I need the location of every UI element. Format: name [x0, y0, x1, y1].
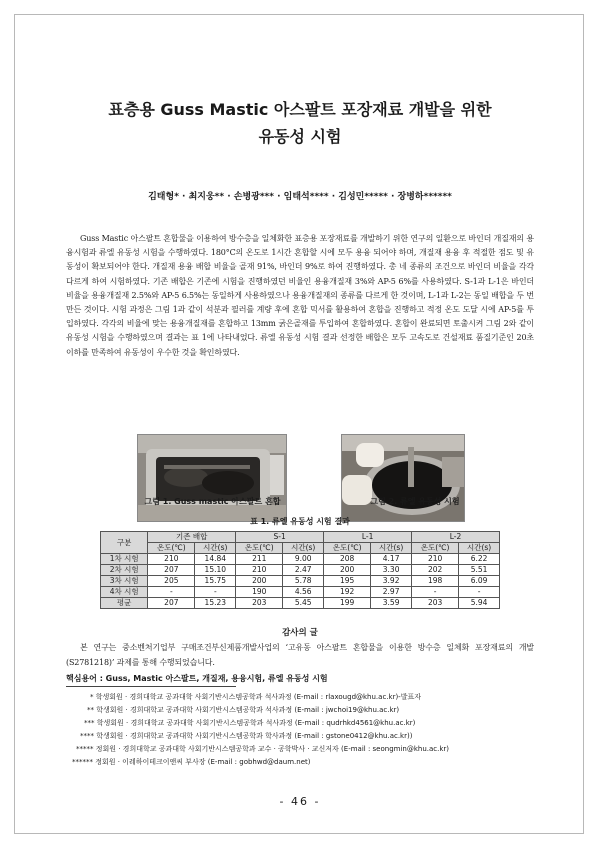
table-cell: 200	[236, 576, 283, 587]
table-row	[101, 565, 500, 576]
table-1-caption: 표 1. 류엘 유동성 시험 결과	[250, 517, 350, 526]
table-cell: 5.45	[283, 598, 324, 609]
figure-1-caption: 그림 1. Guss mastic 아스팔트 혼합	[144, 497, 281, 506]
table-cell: -	[459, 587, 500, 598]
table-group-header-row	[101, 532, 500, 543]
table-cell: 14.84	[195, 554, 236, 565]
table-subheader: 시간(s)	[459, 543, 500, 554]
table-cell: 198	[412, 576, 459, 587]
table-cell: 5.94	[459, 598, 500, 609]
table-cell: -	[195, 587, 236, 598]
keywords: 핵심용어 : Guss, Mastic 아스팔트, 개질재, 용융시험, 류엘 유동성 시험	[66, 674, 328, 683]
paper-title-line2: 유동성 시험	[258, 127, 342, 146]
table-row-label: 3차 시험	[101, 576, 148, 587]
table-cell: 210	[148, 554, 195, 565]
footnote-divider	[66, 686, 236, 687]
abstract-paragraph: Guss Mastic 아스팔트 혼합물을 이용하여 방수층을 일체화한 표층용 포장재료를 개발하기 위한 연구의 일환으로 바인더 개질재의 용융시험과 류엘 유동성 시험을 수행하였다. 180°C의 온도로 1시간 혼합할 시에 모두 용융 되어야 하며, 개질재 용융 후 적절한 점도 및 유동성이 확보되어야 한다. 개질재 용융 배합 비율을 골재 91%, 바인더 9%로 하여 진행하였다. 총 네 종류의 조건으로 바인더 비율을 각각 다르게 하여 시험하였다. 기존 배합은 기존에 시험을 진행하였던 비율인 용융개질재 3%와 AP-5 6%를 사용하였다. S-1과 L-1은 바인더 비율을 용융개질재 2.5%와 AP-5 6.5%는 동일하게 사용하였으나 용융개질재의 종류를 다르게 한 것이며, L-1과 L-2는 동일 배합을 두 번 만든 것이다. 시험 과정은 그림 1과 같이 석분과 필러를 계량 후에 혼합 믹서를 활용하여 혼합을 진행하고 적정 온도 도달 시에 AP-5를 투입하였다. 각각의 비율에 맞는 용융개질재를 혼합하고 13mm 굵은골재를 투입하여 혼합하였다. 혼합이 완료되면 토출시켜 그림 2와 같이 유동성 시험을 수행하였으며 결과는 표 1에 나타내었다. 류엘 유동성 시험 결과 선정한 배합은 모두 고속도로 건설재료 품질기준인 20초 이하를 만족하여 유동성이 우수한 것을 확인하였다.	[66, 234, 534, 357]
table-cell: 202	[412, 565, 459, 576]
table-group-header: L-2	[412, 532, 500, 543]
table-cell: 210	[412, 554, 459, 565]
table-cell: 4.17	[371, 554, 412, 565]
acknowledgement-body: 본 연구는 중소벤처기업부 구매조건부신제품개발사업의 ‘고유동 아스팔트 혼합물을 이용한 방수층 일체화 포장재료의 개발(S2781218)’ 과제를 통해 수행되었습니다.	[66, 643, 534, 667]
table-cell: 192	[324, 587, 371, 598]
table-cell: 2.97	[371, 587, 412, 598]
footnote: * 학생회원 · 경희대학교 공과대학 사회기반시스템공학과 석사과정 (E-mail : rlaxougd@khu.ac.kr)-발표자	[90, 693, 421, 701]
acknowledgement-title: 감사의 글	[282, 628, 318, 638]
table-row	[101, 598, 500, 609]
table-cell: 207	[148, 565, 195, 576]
footnote: **** 학생회원 · 경희대학교 공과대학 사회기반시스템공학과 학사과정 (E-mail : gstone0412@khu.ac.kr))	[80, 732, 413, 740]
fluidity-results-table	[100, 531, 500, 609]
footnote: *** 학생회원 · 경희대학교 공과대학 사회기반시스템공학과 석사과정 (E-mail : qudrhkd4561@khu.ac.kr)	[84, 719, 416, 727]
table-cell: 211	[236, 554, 283, 565]
figure-1-photo	[137, 434, 287, 522]
table-row-label: 평균	[101, 598, 148, 609]
table-cell: 3.30	[371, 565, 412, 576]
table-cell: 203	[236, 598, 283, 609]
table-cell: 3.92	[371, 576, 412, 587]
table-cell: 15.75	[195, 576, 236, 587]
table-corner-header: 구분	[101, 532, 148, 554]
table-row-label: 1차 시험	[101, 554, 148, 565]
author-list: 김태형* · 최지웅** · 손병광*** · 임태석**** · 김성민***** · 장병하******	[148, 192, 452, 202]
figure-2-photo	[341, 434, 465, 522]
paper-title-line1: 표층용 Guss Mastic 아스팔트 포장재료 개발을 위한	[108, 100, 492, 119]
table-cell: 203	[412, 598, 459, 609]
table-cell: 195	[324, 576, 371, 587]
table-cell: -	[412, 587, 459, 598]
table-row-label: 2차 시험	[101, 565, 148, 576]
table-row	[101, 554, 500, 565]
table-subheader: 시간(s)	[283, 543, 324, 554]
table-cell: 15.10	[195, 565, 236, 576]
table-subheader: 시간(s)	[195, 543, 236, 554]
table-cell: 210	[236, 565, 283, 576]
table-subheader-row	[101, 543, 500, 554]
table-subheader: 온도(℃)	[412, 543, 459, 554]
footnote: ****** 정회원 · 이레하이테크이앤씨 부사장 (E-mail : gobhwd@daum.net)	[72, 758, 311, 766]
table-cell: 15.23	[195, 598, 236, 609]
table-cell: 205	[148, 576, 195, 587]
table-subheader: 온도(℃)	[236, 543, 283, 554]
table-group-header: 기존 배합	[148, 532, 236, 543]
table-cell: 200	[324, 565, 371, 576]
table-cell: 5.78	[283, 576, 324, 587]
table-row-label: 4차 시험	[101, 587, 148, 598]
table-subheader: 온도(℃)	[148, 543, 195, 554]
table-row	[101, 576, 500, 587]
table-cell: 207	[148, 598, 195, 609]
table-cell: -	[148, 587, 195, 598]
table-cell: 4.56	[283, 587, 324, 598]
table-cell: 2.47	[283, 565, 324, 576]
table-subheader: 시간(s)	[371, 543, 412, 554]
table-cell: 5.51	[459, 565, 500, 576]
table-cell: 208	[324, 554, 371, 565]
table-cell: 9.00	[283, 554, 324, 565]
footnote: ***** 정회원 · 경희대학교 공과대학 사회기반시스템공학과 교수 · 공학박사 · 교신저자 (E-mail : seongmin@khu.ac.kr)	[76, 745, 450, 753]
table-row	[101, 587, 500, 598]
page-number: - 46 -	[279, 795, 321, 808]
table-cell: 6.09	[459, 576, 500, 587]
table-cell: 190	[236, 587, 283, 598]
table-group-header: L-1	[324, 532, 412, 543]
figure-2-caption: 그림 2. 류엘 유동성 시험	[370, 497, 460, 506]
table-cell: 3.59	[371, 598, 412, 609]
table-cell: 6.22	[459, 554, 500, 565]
table-group-header: S-1	[236, 532, 324, 543]
table-subheader: 온도(℃)	[324, 543, 371, 554]
footnote: ** 학생회원 · 경희대학교 공과대학 사회기반시스템공학과 석사과정 (E-mail : jwchoi19@khu.ac.kr)	[87, 706, 400, 714]
table-cell: 199	[324, 598, 371, 609]
